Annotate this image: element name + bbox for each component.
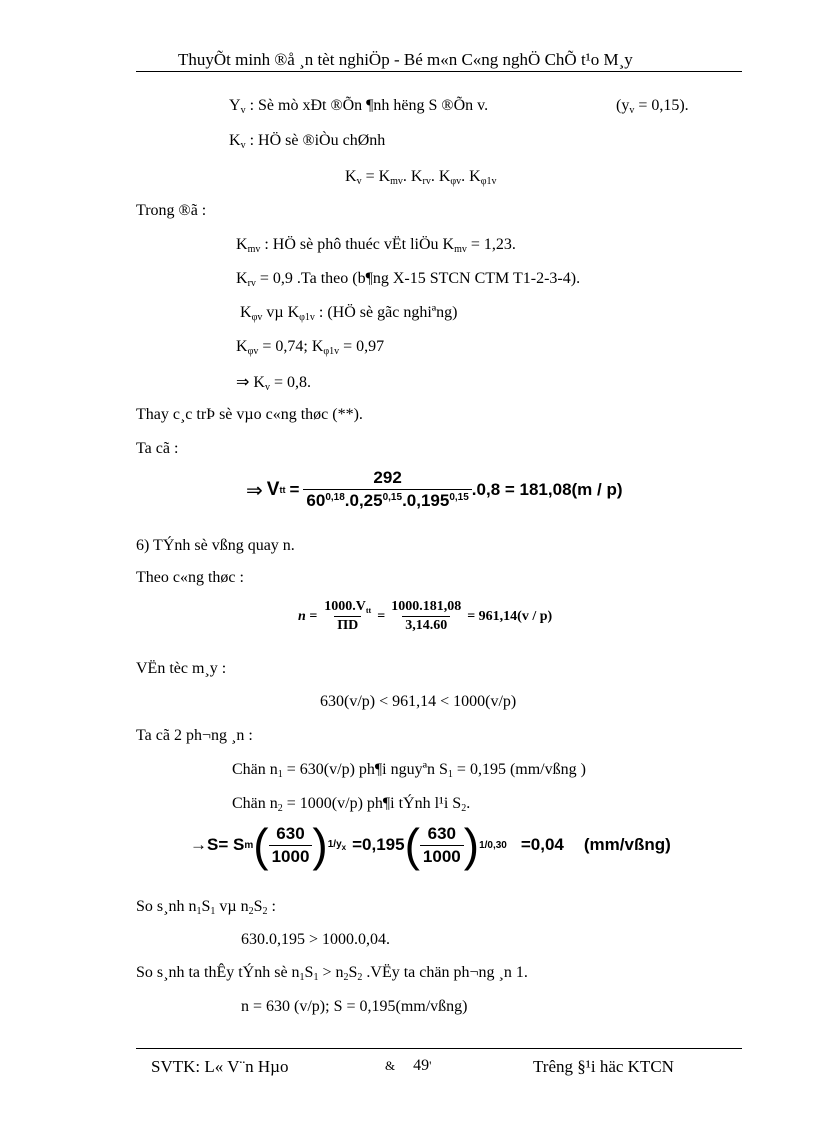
final-choice: n = 630 (v/p); S = 0,195(mm/vßng): [241, 998, 468, 1015]
so-sanh-2: So s¸nh ta thÊy tÝnh sè $n_1S_1 > n_2S_2$ .VËy ta chän ph¬ng ¸n 1.: [136, 964, 528, 983]
kmv-line: $K_{mv}$ : HÖ sè phô thuéc vËt liÖu $K_{mv} = 1,23$.: [236, 236, 516, 255]
krv-line: $K_{rv} = 0,9$ .Ta theo (b¶ng X-15 STCN CTM T1-2-3-4).: [236, 270, 581, 289]
inequality: 630(v/p) < 961,14 < 1000(v/p): [320, 693, 517, 710]
yv-definition: $Y_v$ : Sè mò xÐt ®Õn ¶nh hëng S ®Õn v.: [229, 97, 489, 116]
kv-formula: $K_v = K_{mv}$. $K_{rv}$. $K_{\varphi v}$. $K_{\varphi 1v}$: [345, 168, 497, 187]
page-right-ornament: ': [429, 1058, 432, 1073]
footer-page-number: & 49': [385, 1057, 432, 1074]
header-rule: [136, 71, 742, 72]
s-formula: →S = S m ( $\frac{630}{1000}$ ) $1/y_x$ =0,195 ( $\frac{630}{1000}$ ) 1/0,30 =0,04 (mm/vßng): [190, 819, 671, 871]
footer-school: Trêng §¹i häc KTCN: [533, 1057, 674, 1076]
footer-author: SVTK: L« V¨n Hµo: [151, 1057, 289, 1076]
theo-cong-thuc: Theo c«ng thøc :: [136, 569, 244, 586]
kv-definition: $K_v$ : HÖ sè ®iÒu chØnh: [229, 132, 386, 151]
yv-value: $(y_v = 0,15)$.: [616, 97, 689, 116]
thay-line: Thay c¸c trÞ sè vµo c«ng thøc (**).: [136, 406, 363, 423]
van-toc-may: VËn tèc m¸y :: [136, 660, 227, 677]
page-header: ThuyÕt minh ®å ¸n tèt nghiÖp - Bé m«n C«ng nghÖ ChÕ t¹o M¸y: [178, 50, 633, 69]
kphiv-line: $K_{\varphi v}$ vµ $K_{\varphi 1v}$ : (HÖ sè gãc nghiªng): [240, 304, 458, 323]
page-left-ornament: &: [385, 1058, 396, 1073]
n-formula: n = $\frac{1000.V_{tt}}{\Pi D}$ = $\frac{1000.181,08}{3,14.60}$ = 961,14(v / p): [298, 599, 553, 633]
ta-co-1: Ta cã :: [136, 440, 179, 457]
kphiv-values: $K_{\varphi v} = 0,74$; $K_{\varphi 1v} = 0,97$: [236, 338, 385, 357]
chon-n2: Chän $n_2 = 1000(v/p)$ ph¶i tÝnh l¹i $S_2$.: [232, 795, 471, 814]
chon-n1: Chän $n_1 = 630(v/p)$ ph¶i nguyªn $S_1 = 0,195$ (mm/vßng ): [232, 761, 586, 780]
so-sanh-1: So s¸nh $n_1S_1$ vµ $n_2S_2$ :: [136, 898, 276, 917]
compare-values: 630.0,195 > 1000.0,04.: [241, 931, 391, 948]
ta-co-2-phuong-an: Ta cã 2 ph¬ng ¸n :: [136, 727, 253, 744]
kv-result: ⇒ $K_v = 0,8$.: [236, 372, 311, 393]
section-6-heading: 6) TÝnh sè vßng quay n.: [136, 537, 295, 554]
trong-do: Trong ®ã :: [136, 202, 207, 219]
footer-rule: [136, 1048, 742, 1049]
vt-formula: ⇒ V tt = $\frac{292}{60^{0,18}.0,25^{0,15}.0,195^{0,15}}$ .0,8 = 181,08(m / p): [246, 468, 623, 510]
